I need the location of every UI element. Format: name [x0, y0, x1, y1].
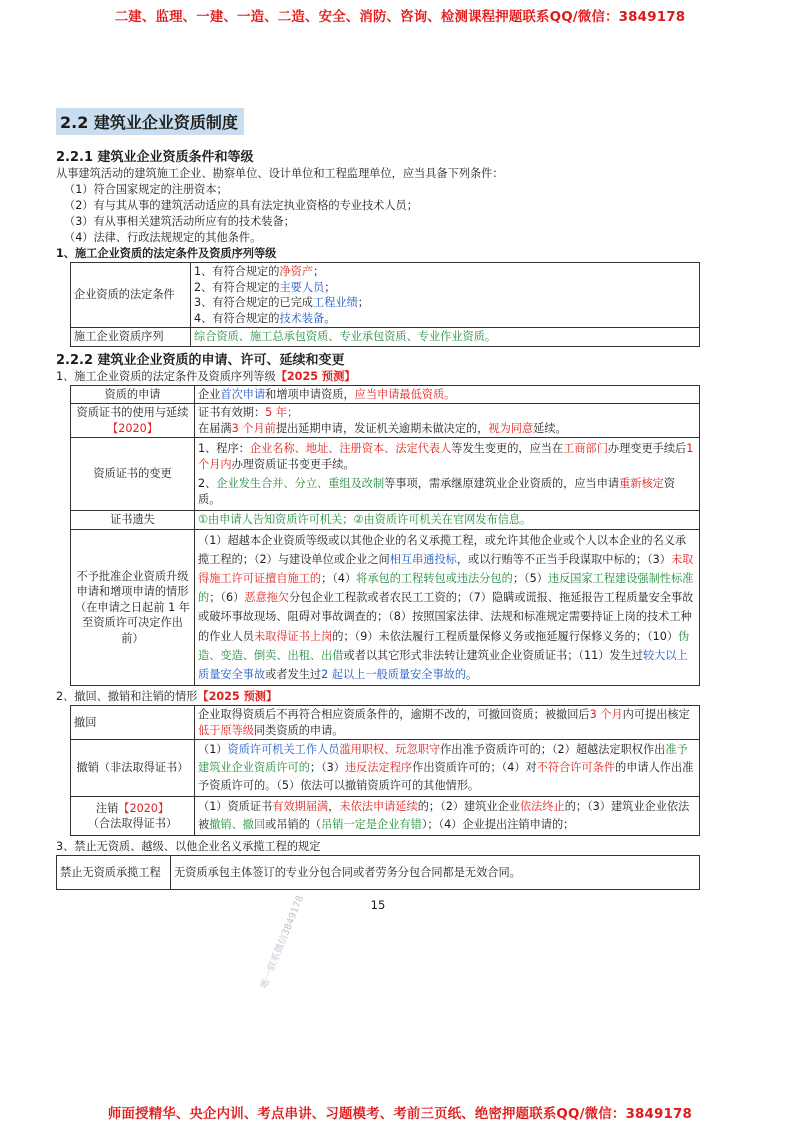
- table-cell: 证书有效期：5 年； 在届满3 个月前提出延期申请，发证机关逾期未做决定的，视为同意延续。: [195, 404, 700, 438]
- table-header: 资质证书的变更: [71, 438, 195, 511]
- subsection-title-221: 2.2.1 建筑业企业资质条件和等级: [56, 150, 254, 165]
- top-banner: 二建、监理、一建、一造、二造、安全、消防、咨询、检测课程押题联系QQ/微信：3849178: [114, 10, 686, 25]
- prohibition-table: [56, 855, 700, 890]
- table-header: 撤销（非法取得证书）: [71, 740, 195, 797]
- table-cell: 企业取得资质后不再符合相应资质条件的，逾期不改的，可撤回资质；被撤回后3 个月内可提出核定低于原等级同类资质的申请。: [195, 706, 700, 740]
- revocation-table: [70, 705, 700, 836]
- table-header: 资质证书的使用与延续【2020】: [71, 404, 195, 438]
- table-cell: 无资质承包主体签订的专业分包合同或者劳务分包合同都是无效合同。: [171, 856, 700, 890]
- application-table: [70, 385, 700, 687]
- table-header: 撤回: [71, 706, 195, 740]
- document-page: [56, 108, 700, 912]
- table-cell: （1）资质许可机关工作人员滥用职权、玩忽职守作出准予资质许可的；（2）超越法定职权作出准予建筑业企业资质许可的；（3）违反法定程序作出资质许可的；（4）对不符合许可条件的申请人作出准予资质许可的。（5）依法可以撤销资质许可的其他情形。: [195, 740, 700, 797]
- table-header: 企业资质的法定条件: [71, 263, 191, 328]
- table-cell: （1）超越本企业资质等级或以其他企业的名义承揽工程，或允许其他企业或个人以本企业的名义承揽工程的；（2）与建设单位或企业之间相互串通投标，或以行贿等不正当手段谋取中标的；（3）未取得施工许可证擅自施工的；（4）将承包的工程转包或违法分包的；（5）违反国家工程建设强制性标准的；（6）恶意拖欠分包企业工程款或者农民工工资的；（7）隐瞒或谎报、拖延报告工程质量安全事故或破坏事故现场、阻碍对事故调查的；（8）按照国家法律、法规和标准规定需要持证上岗的技术工种的作业人员未取得证书上岗的；（9）未依法履行工程质量保修义务或拖延履行保修义务的；（10）伪造、变造、倒卖、出租、出借或者以其它形式非法转让建筑业企业资质证书；（11）发生过较大以上质量安全事故或者发生过2 起以上一般质量安全事故的。: [195, 529, 700, 686]
- table-header: 施工企业资质序列: [71, 328, 191, 347]
- table-cell: 1、程序：企业名称、地址、注册资本、法定代表人等发生变更的，应当在工商部门办理变更手续后1 个月内办理资质证书变更手续。 2、企业发生合并、分立、重组及改制等事项，需承继原建筑业企业资质的，应当申请重新核定资质。: [195, 438, 700, 511]
- subsection-title-222: 2.2.2 建筑业企业资质的申请、许可、延续和变更: [56, 352, 345, 368]
- heading-2: 2、撤回、撤销和注销的情形【2025 预测】: [56, 690, 278, 704]
- table-cell: 企业首次申请和增项申请资质，应当申请最低资质。: [195, 385, 700, 404]
- heading-1: 1、施工企业资质的法定条件及资质序列等级: [56, 247, 277, 260]
- table-cell: （1）资质证书有效期届满，未依法申请延续的；（2）建筑业企业依法终止的；（3）建筑业企业依法被撤销、撤回或吊销的（吊销一定是企业有错）；（4）企业提出注销申请的；: [195, 797, 700, 836]
- table-cell: 综合资质、施工总承包资质、专业承包资质、专业作业资质。: [191, 328, 700, 347]
- table-cell: ①由申请人告知资质许可机关；②由资质许可机关在官网发布信息。: [195, 511, 700, 530]
- condition-item: （4）法律、行政法规规定的其他条件。: [64, 231, 262, 244]
- section-title: 2.2 建筑业企业资质制度: [56, 108, 244, 135]
- bottom-banner: 师面授精华、央企内训、考点串讲、习题模考、考前三页纸、绝密押题联系QQ/微信：3849178: [107, 1107, 693, 1122]
- intro-text: 从事建筑活动的建筑施工企业、勘察单位、设计单位和工程监理单位，应当具备下列条件：: [56, 167, 504, 180]
- table-header: 证书遗失: [71, 511, 195, 530]
- qualification-table: [70, 262, 700, 347]
- watermark: 唯一联系微信3849178: [258, 894, 307, 991]
- heading-3: 3、禁止无资质、越级、以他企业名义承揽工程的规定: [56, 840, 321, 854]
- table-cell: 1、有符合规定的净资产； 2、有符合规定的主要人员； 3、有符合规定的已完成工程业绩； 4、有符合规定的技术装备。: [191, 263, 700, 328]
- table-header: 不予批准企业资质升级申请和增项申请的情形（在申请之日起前 1 年至资质许可决定作出前）: [71, 529, 195, 686]
- condition-item: （2）有与其从事的建筑活动适应的具有法定执业资格的专业技术人员；: [64, 199, 418, 212]
- heading-1: 1、施工企业资质的法定条件及资质序列等级【2025 预测】: [56, 369, 356, 383]
- page-number: 15: [370, 898, 386, 913]
- table-header: 禁止无资质承揽工程: [57, 856, 171, 890]
- condition-item: （3）有从事相关建筑活动所应有的技术装备；: [64, 215, 295, 228]
- condition-item: （1）符合国家规定的注册资本；: [64, 183, 228, 196]
- table-header: 资质的申请: [71, 385, 195, 404]
- table-header: 注销【2020】 （合法取得证书）: [71, 797, 195, 836]
